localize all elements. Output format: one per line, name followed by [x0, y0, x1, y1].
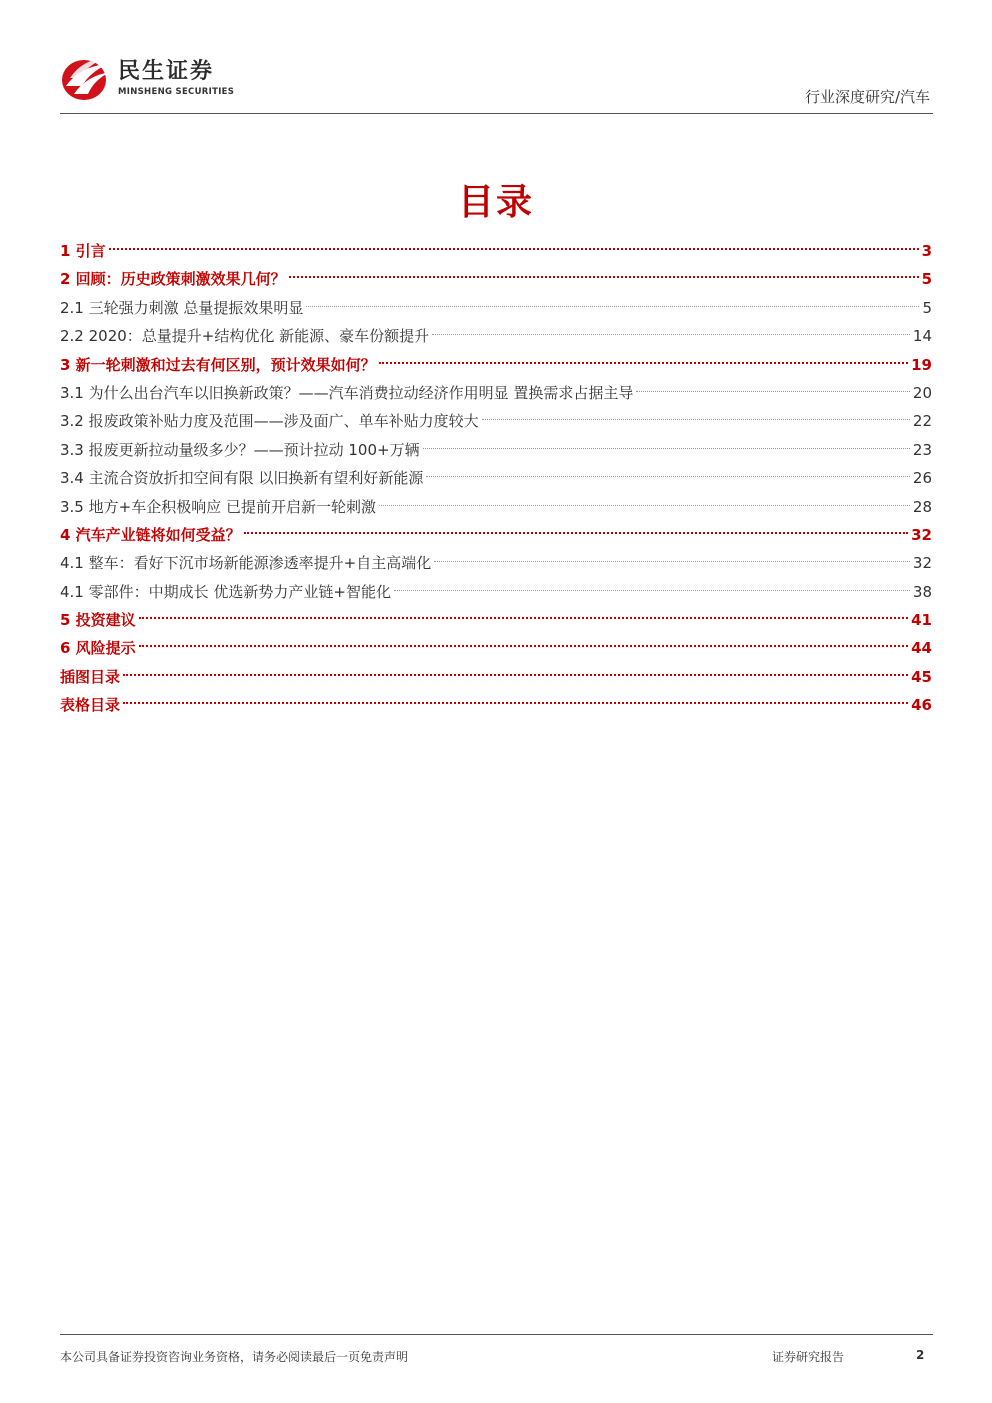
footer-divider	[60, 1334, 933, 1335]
toc-entry-label: 3.4 主流合资放折扣空间有限 以旧换新有望利好新能源	[60, 469, 424, 488]
toc-dot-leader	[394, 590, 910, 591]
toc-dot-leader	[379, 362, 908, 364]
toc-entry-label: 3.2 报废政策补贴力度及范围——涉及面广、单车补贴力度较大	[60, 412, 479, 431]
toc-dot-leader	[482, 419, 910, 420]
toc-entry[interactable]	[60, 436, 932, 464]
toc-entry[interactable]	[60, 521, 932, 549]
toc-entry[interactable]	[60, 464, 932, 492]
toc-entry[interactable]	[60, 294, 932, 322]
toc-entry-label: 表格目录	[60, 696, 121, 715]
toc-entry-label: 6 风险提示	[60, 639, 136, 658]
toc-dot-leader	[123, 702, 908, 704]
header-divider	[60, 113, 933, 114]
toc-entry-label: 插图目录	[60, 667, 121, 686]
toc-entry[interactable]	[60, 407, 932, 435]
toc-entry-page: 38	[912, 582, 932, 601]
toc-entry-label: 3.3 报废更新拉动量级多少？——预计拉动 100+万辆	[60, 440, 420, 459]
toc-dot-leader	[636, 391, 910, 392]
toc-entry-label: 3.1 为什么出台汽车以旧换新政策？——汽车消费拉动经济作用明显 置换需求占据主导	[60, 383, 634, 402]
page-number: 2	[916, 1348, 925, 1362]
toc-entry-page: 32	[912, 554, 932, 573]
toc-entry[interactable]	[60, 606, 932, 634]
page-title: 目录	[457, 182, 534, 223]
logo-name-en: MINSHENG SECURITIES	[118, 87, 235, 97]
toc-entry[interactable]	[60, 265, 932, 293]
toc-entry-label: 4.1 零部件：中期成长 优选新势力产业链+智能化	[60, 582, 391, 601]
toc-entry[interactable]	[60, 634, 932, 662]
report-category: 行业深度研究/汽车	[804, 88, 930, 106]
toc-dot-leader	[244, 532, 908, 534]
toc-entry[interactable]	[60, 237, 932, 265]
toc-dot-leader	[109, 248, 919, 250]
minsheng-logo-icon	[60, 56, 112, 102]
footer-disclaimer: 本公司具备证券投资咨询业务资格，请务必阅读最后一页免责声明	[60, 1350, 409, 1364]
toc-entry-label: 4.1 整车：看好下沉市场新能源渗透率提升+自主高端化	[60, 554, 432, 573]
toc-dot-leader	[426, 476, 910, 477]
footer-doc-type: 证券研究报告	[772, 1350, 845, 1364]
toc-entry-page: 41	[911, 611, 932, 630]
toc-entry-page: 22	[912, 412, 932, 431]
toc-entry[interactable]	[60, 351, 932, 379]
toc-dot-leader	[434, 561, 910, 562]
toc-entry[interactable]	[60, 322, 932, 350]
toc-entry-label: 3.5 地方+车企积极响应 已提前开启新一轮刺激	[60, 497, 376, 516]
toc-dot-leader	[423, 448, 910, 449]
toc-dot-leader	[139, 617, 908, 619]
toc-dot-leader	[289, 276, 919, 278]
table-of-contents	[60, 237, 932, 720]
toc-entry[interactable]	[60, 379, 932, 407]
toc-entry-page: 5	[922, 298, 932, 317]
toc-dot-leader	[306, 306, 919, 307]
company-logo	[60, 56, 234, 102]
toc-entry[interactable]	[60, 691, 932, 719]
toc-entry-page: 5	[921, 270, 932, 289]
toc-entry[interactable]	[60, 493, 932, 521]
toc-entry-label: 5 投资建议	[60, 611, 136, 630]
toc-entry-page: 46	[911, 696, 932, 715]
toc-entry-page: 14	[912, 327, 932, 346]
toc-entry-label: 2.1 三轮强力刺激 总量提振效果明显	[60, 298, 304, 317]
toc-entry-page: 45	[911, 667, 932, 686]
toc-entry-page: 26	[912, 469, 932, 488]
toc-dot-leader	[139, 645, 908, 647]
toc-entry[interactable]	[60, 663, 932, 691]
toc-entry-page: 44	[911, 639, 932, 658]
toc-entry-label: 2 回顾：历史政策刺激效果几何？	[60, 270, 286, 289]
toc-entry[interactable]	[60, 549, 932, 577]
toc-entry-page: 23	[912, 440, 932, 459]
toc-entry-page: 3	[921, 242, 932, 260]
toc-dot-leader	[379, 505, 910, 506]
toc-entry-page: 28	[912, 497, 932, 516]
page-header	[60, 52, 932, 114]
logo-name-cn: 民生证券	[118, 59, 215, 84]
toc-entry[interactable]	[60, 578, 932, 606]
toc-entry-label: 1 引言	[60, 242, 106, 260]
toc-entry-page: 19	[911, 355, 932, 374]
toc-entry-label: 2.2 2020：总量提升+结构优化 新能源、豪车份额提升	[60, 327, 430, 346]
toc-dot-leader	[123, 674, 908, 676]
toc-entry-label: 4 汽车产业链将如何受益？	[60, 525, 241, 544]
toc-entry-label: 3 新一轮刺激和过去有何区别，预计效果如何？	[60, 355, 376, 374]
toc-dot-leader	[432, 334, 910, 335]
toc-entry-page: 20	[912, 383, 932, 402]
toc-entry-page: 32	[911, 525, 932, 544]
